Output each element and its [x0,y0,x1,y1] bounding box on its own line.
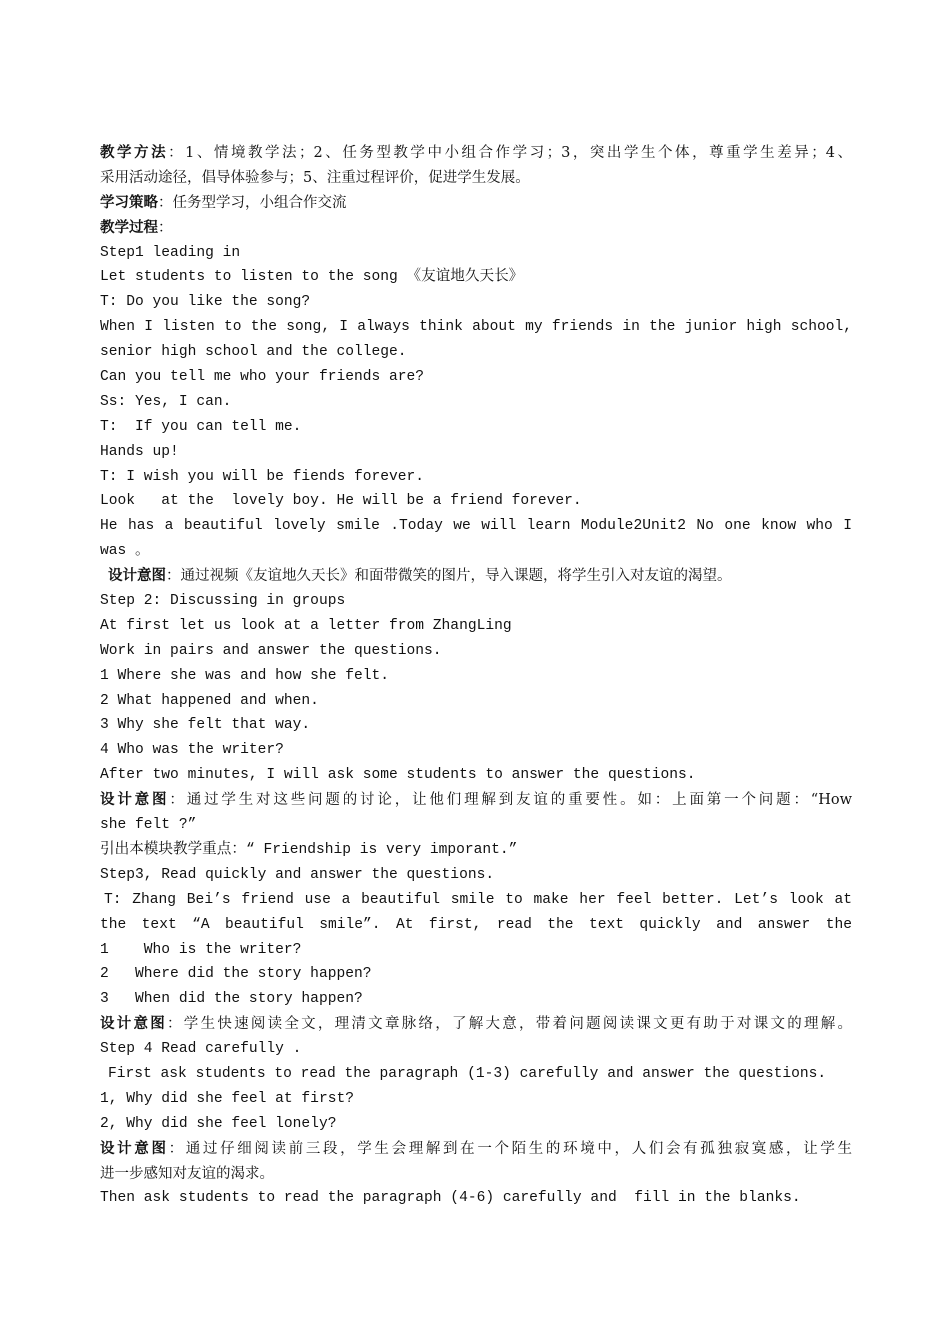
question-item: 3 Why she felt that way. [100,717,311,734]
question-item: 1 Who is the writer? [100,941,302,958]
text-line: T: I wish you will be fiends forever. [100,468,425,485]
text-line: Hands up! [100,443,179,460]
text-line: Can you tell me who your friends are? [100,369,425,386]
design-intent-line: 设计意图：通过学生对这些问题的讨论，让他们理解到友谊的重要性。如：上面第一个问题：“How [100,791,852,809]
teaching-methods-line-2: 采用活动途径，倡导体验参与；5、注重过程评价，促进学生发展。 [100,169,530,186]
text-line: Look at the lovely boy. He will be a friend forever. [100,493,582,510]
learning-strategy-label: 学习策略 [100,193,158,211]
text-line: T: Do you like the song? [100,294,311,311]
text-line: First ask students to read the paragraph (1-3) carefully and answer the questions. [108,1065,827,1082]
text-line: she felt ?” [100,817,197,834]
text-line: 进一步感知对友谊的渴求。 [100,1165,274,1182]
question-item: 4 Who was the writer? [100,742,284,759]
text-line: T: Zhang Bei’s friend use a beautiful smile to make her feel better. Let’s look at [104,891,852,908]
document-body [100,141,852,1211]
question-item: 3 When did the story happen? [100,991,363,1008]
text-line: At first let us look at a letter from ZhangLing [100,617,512,634]
design-intent-label: 设计意图 [108,567,166,585]
step1-heading: Step1 leading in [100,244,241,261]
design-intent-line: 设计意图：学生快速阅读全文，理清文章脉络，了解大意，带着问题阅读课文更有助于对课文的理解。 [100,1015,852,1033]
question-item: 1, Why did she feel at first? [100,1090,354,1107]
text-line: senior high school and the college. [100,344,407,361]
text-line: After two minutes, I will ask some students to answer the questions. [100,767,696,784]
teaching-methods-line-1: 教学方法：1、情境教学法；2、任务型教学中小组合作学习；3，突出学生个体，尊重学生差异；4、 [100,144,852,161]
step4-heading: Step 4 Read carefully . [100,1041,302,1058]
teaching-methods-label: 教学方法 [100,144,169,161]
question-item: 2 Where did the story happen? [100,966,372,983]
question-item: 2, Why did she feel lonely? [100,1115,337,1132]
text-line: He has a beautiful lovely smile .Today we will learn Module2Unit2 No one know who I [100,518,852,535]
text-line: When I listen to the song, I always think about my friends in the junior high school, [100,319,852,336]
design-intent-label: 设计意图 [100,791,170,809]
question-item: 2 What happened and when. [100,692,319,709]
text-line: Let students to listen to the song 《友谊地久天长》 [100,269,524,286]
text-line: the text “A beautiful smile”. At first, read the text quickly and answer the [100,916,852,933]
design-intent-label: 设计意图 [100,1015,168,1033]
design-intent-line: 设计意图：通过仔细阅读前三段，学生会理解到在一个陌生的环境中，人们会有孤独寂寞感，让学生 [100,1139,852,1157]
design-intent-line: 设计意图：通过视频《友谊地久天长》和面带微笑的图片，导入课题，将学生引入对友谊的渴望。 [108,567,732,585]
teaching-process-heading: 教学过程： [100,218,173,236]
text-line: Ss: Yes, I can. [100,393,232,410]
teaching-process-label: 教学过程 [100,218,158,236]
step3-heading: Step3, Read quickly and answer the questions. [100,866,495,883]
step2-heading: Step 2: Discussing in groups [100,593,346,610]
text-line: T: If you can tell me. [100,418,302,435]
key-point-line: 引出本模块教学重点：“ Friendship is very imporant.” [100,841,518,858]
text-line: was 。 [100,543,150,560]
question-item: 1 Where she was and how she felt. [100,667,390,684]
design-intent-label: 设计意图 [100,1139,169,1157]
text-line: Work in pairs and answer the questions. [100,642,442,659]
text-line: Then ask students to read the paragraph (4-6) carefully and fill in the blanks. [100,1190,801,1207]
learning-strategy-line: 学习策略：任务型学习，小组合作交流 [100,193,347,211]
